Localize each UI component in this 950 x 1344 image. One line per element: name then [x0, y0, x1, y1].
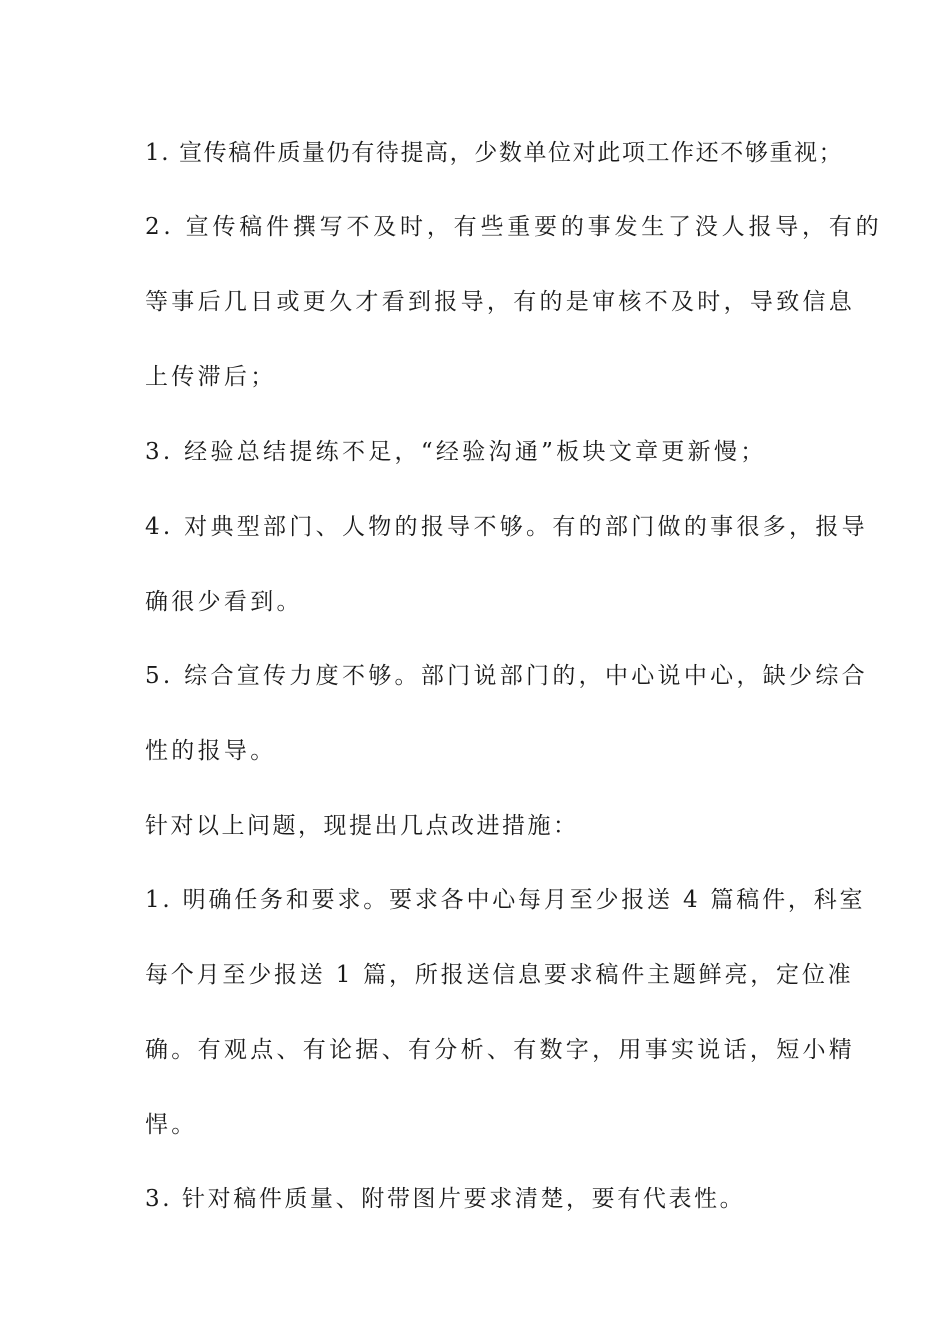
- text-line: 1. 宣传稿件质量仍有待提高，少数单位对此项工作还不够重视；: [145, 140, 844, 166]
- text-line: 1. 明确任务和要求。要求各中心每月至少报送 4 篇稿件，科室: [145, 887, 866, 913]
- text-line: 5. 综合宣传力度不够。部门说部门的，中心说中心，缺少综合: [145, 663, 868, 689]
- text-line: 等事后几日或更久才看到报导，有的是审核不及时，导致信息: [145, 289, 856, 315]
- text-line: 上传滞后；: [145, 364, 277, 390]
- text-line: 3. 针对稿件质量、附带图片要求清楚，要有代表性。: [145, 1186, 746, 1212]
- text-line: 悍。: [145, 1112, 198, 1138]
- text-line: 针对以上问题，现提出几点改进措施：: [145, 813, 579, 839]
- text-line: 每个月至少报送 1 篇，所报送信息要求稿件主题鲜亮，定位准: [145, 962, 854, 988]
- text-line: 2. 宣传稿件撰写不及时，有些重要的事发生了没人报导，有的: [145, 214, 883, 240]
- text-line: 性的报导。: [145, 738, 277, 764]
- text-line: 确很少看到。: [145, 589, 303, 615]
- text-line: 确。有观点、有论据、有分析、有数字，用事实说话，短小精: [145, 1037, 856, 1063]
- text-line: 4. 对典型部门、人物的报导不够。有的部门做的事很多，报导: [145, 514, 868, 540]
- text-line: 3. 经验总结提练不足，“经验沟通”板块文章更新慢；: [145, 439, 767, 465]
